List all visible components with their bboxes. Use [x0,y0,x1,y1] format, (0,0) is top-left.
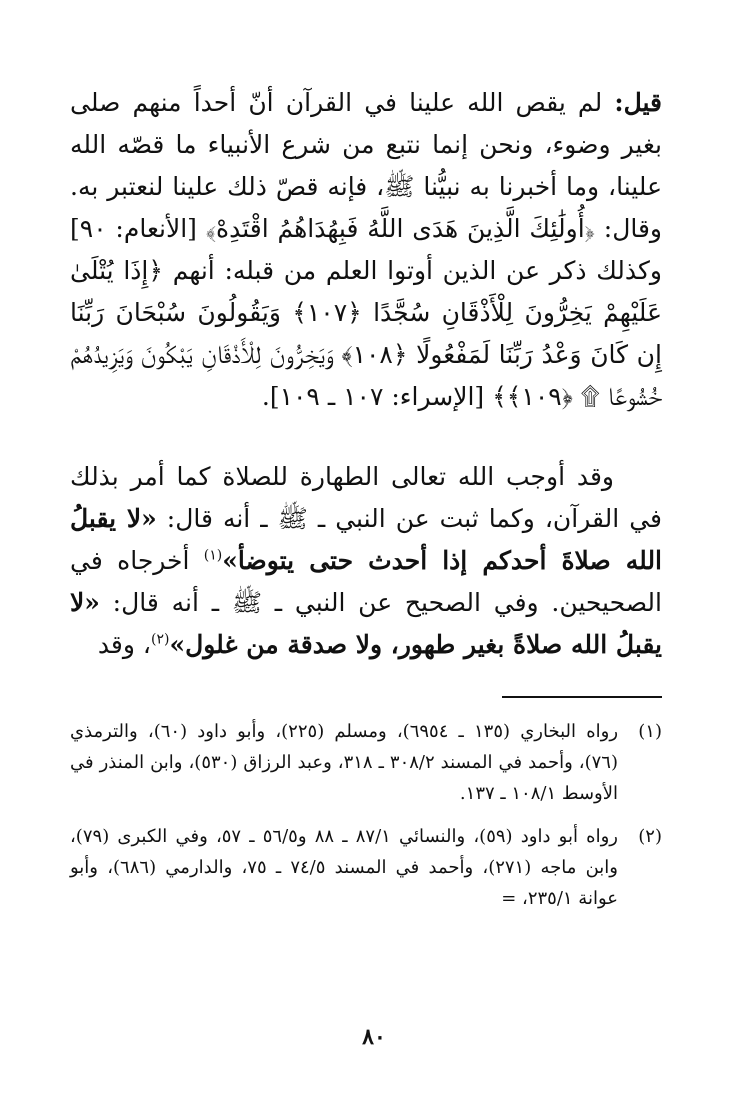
paragraph-2-part-1: وقد أوجب الله تعالى الطهارة للصلاة كما أمر بذلك في القرآن، وكما ثبت عن النبي ـ ﷺ ـ أنه قال: [70,462,663,533]
paragraph-2-part-3: ، وقد [97,630,151,659]
paragraph-1-lead: قيل: [614,88,662,117]
paragraph-1-text: لم يقص الله علينا في القرآن أنّ أحداً منهم صلى بغير وضوء، ونحن إنما نتبع من شرع الأنبياء ما قصّه الله علينا، وما أخبرنا به نبيُّنا ﷺ، فإنه قصّ ذلك علينا لنعتبر به. وقال: ﴿أُولَٰئِكَ الَّذِينَ هَدَى اللَّهُ فَبِهُدَاهُمُ اقْتَدِهْ﴾ [الأنعام: ٩٠] وكذلك ذكر عن الذين أوتوا العلم من قبله: أنهم ﴿إِذَا يُتْلَىٰ عَلَيْهِمْ يَخِرُّونَ لِلْأَذْقَانِ سُجَّدًا ﴿١٠٧﴾ وَيَقُولُونَ سُبْحَانَ رَبِّنَا إِن كَانَ وَعْدُ رَبِّنَا لَمَفْعُولًا ﴿١٠٨﴾ وَيَخِرُّونَ لِلْأَذْقَانِ يَبْكُونَ وَيَزِيدُهُمْ خُشُوعًا ۩ ﴿١٠٩﴾﴾ [الإسراء: ١٠٧ ـ ١٠٩]. [70,88,662,411]
footnote-2 [70,821,662,914]
hadith-1: «لا يقبلُ الله صلاةَ أحدكم إذا أحدث حتى يتوضأ» [70,504,663,575]
footnotes [70,716,662,914]
paragraph-2-part-2: أخرجاه في الصحيحين. وفي الصحيح عن النبي ـ ﷺ ـ أنه قال: [70,546,662,617]
footnote-1 [70,716,662,809]
page-number: ٨٠ [362,1024,386,1050]
footnote-ref-1: (١) [203,547,223,564]
footnote-2-text: رواه أبو داود (٥٩)، والنسائي ٨٧/١ ـ ٨٨ و٥٦/٥ ـ ٥٧، وفي الكبرى (٧٩)، وابن ماجه (٢٧١)، وأحمد في المسند ٧٤/٥ ـ ٧٥، والدارمي (٦٨٦)، وأبو عوانة ٢٣٥/١، = [70,826,618,909]
page-body [70,82,662,926]
hadith-2: «لا يقبلُ الله صلاةً بغير طهور، ولا صدقة من غلول» [70,588,662,659]
paragraph-2 [70,456,662,666]
paragraph-1 [70,82,662,418]
footnote-ref-2: (٢) [150,631,170,648]
footnote-2-number: (٢) [638,826,662,847]
footnote-1-number: (١) [638,721,662,742]
footnote-1-text: رواه البخاري (١٣٥ ـ ٦٩٥٤)، ومسلم (٢٢٥)، وأبو داود (٦٠)، والترمذي (٧٦)، وأحمد في المسند ٣٠٨/٢ ـ ٣١٨، وعبد الرزاق (٥٣٠)، وابن المنذر في الأوسط ١٠٨/١ ـ ١٣٧. [70,721,619,804]
footnote-divider [502,696,662,698]
